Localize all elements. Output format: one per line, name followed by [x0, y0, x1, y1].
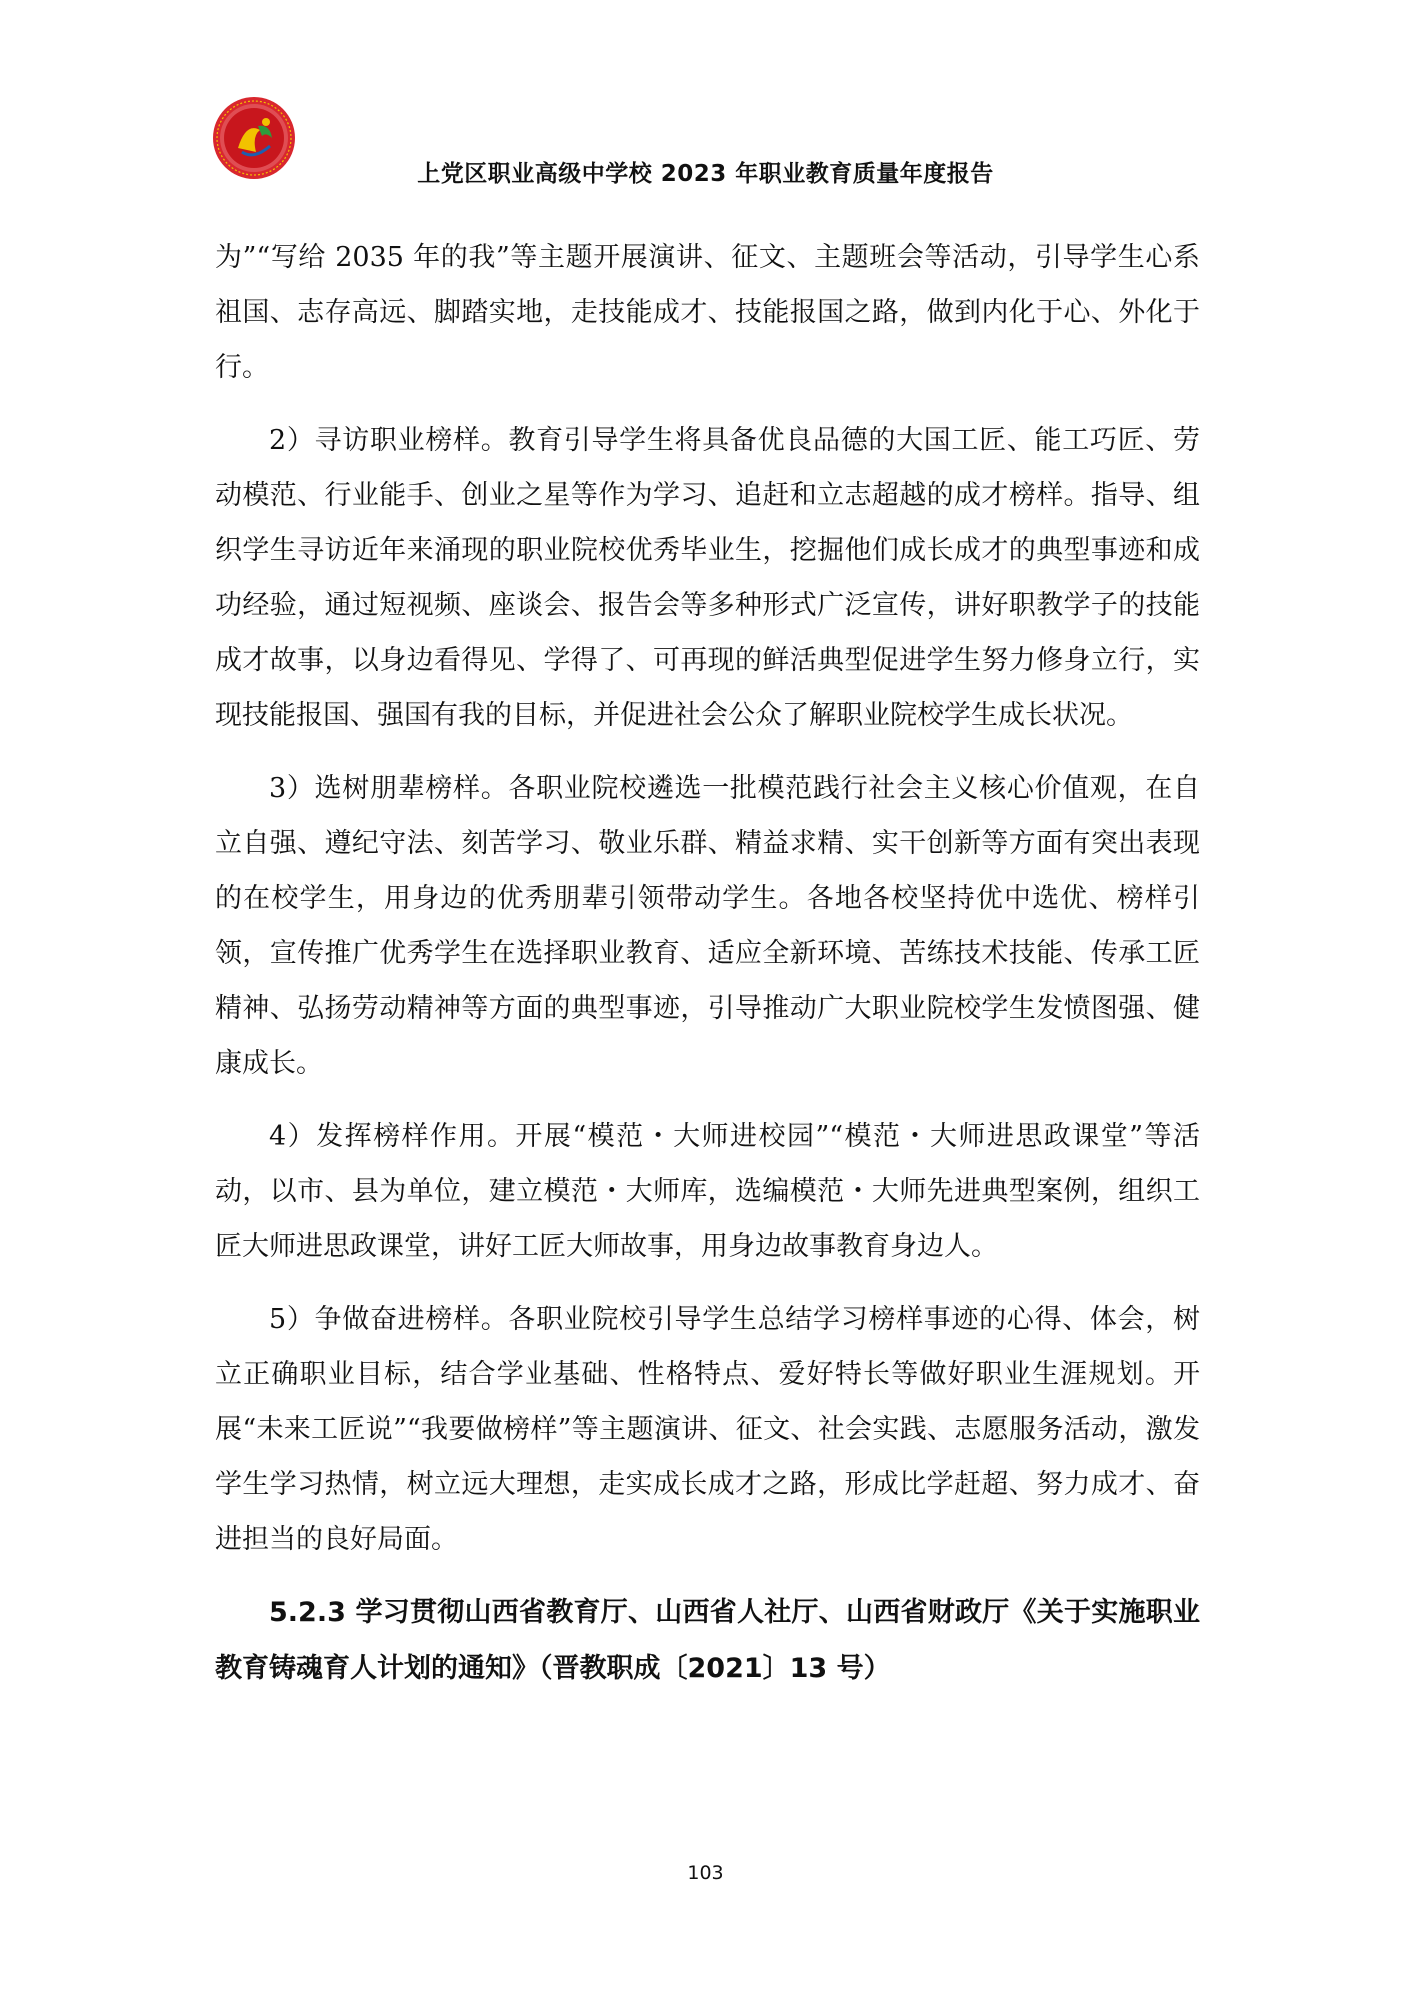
section-heading-5-2-3: 5.2.3 学习贯彻山西省教育厅、山西省人社厅、山西省财政厅《关于实施职业教育铸魂育人计划的通知》（晋教职成〔2021〕13 号）: [215, 1597, 1200, 1684]
paragraph-item-5: 5）争做奋进榜样。各职业院校引导学生总结学习榜样事迹的心得、体会，树立正确职业目标，结合学业基础、性格特点、爱好特长等做好职业生涯规划。开展“未来工匠说”“我要做榜样”等主题演讲、征文、社会实践、志愿服务活动，激发学生学习热情，树立远大理想，走实成长成才之路，形成比学赶超、努力成才、奋进担当的良好局面。: [215, 1304, 1200, 1555]
page-number: 103: [687, 1862, 724, 1884]
report-header-title: 上党区职业高级中学校 2023 年职业教育质量年度报告: [417, 161, 994, 187]
paragraph-item-4: 4）发挥榜样作用。开展“模范・大师进校园”“模范・大师进思政课堂”等活动，以市、县为单位，建立模范・大师库，选编模范・大师先进典型案例，组织工匠大师进思政课堂，讲好工匠大师故事，用身边故事教育身边人。: [215, 1121, 1200, 1262]
paragraph-continuation: 为”“写给 2035 年的我”等主题开展演讲、征文、主题班会等活动，引导学生心系祖国、志存高远、脚踏实地，走技能成才、技能报国之路，做到内化于心、外化于行。: [215, 242, 1200, 383]
paragraph-item-2: 2）寻访职业榜样。教育引导学生将具备优良品德的大国工匠、能工巧匠、劳动模范、行业能手、创业之星等作为学习、追赶和立志超越的成才榜样。指导、组织学生寻访近年来涌现的职业院校优秀毕业生，挖掘他们成长成才的典型事迹和成功经验，通过短视频、座谈会、报告会等多种形式广泛宣传，讲好职教学子的技能成才故事，以身边看得见、学得了、可再现的鲜活典型促进学生努力修身立行，实现技能报国、强国有我的目标，并促进社会公众了解职业院校学生成长状况。: [215, 425, 1200, 731]
paragraph-item-3: 3）选树朋辈榜样。各职业院校遴选一批模范践行社会主义核心价值观，在自立自强、遵纪守法、刻苦学习、敬业乐群、精益求精、实干创新等方面有突出表现的在校学生，用身边的优秀朋辈引领带动学生。各地各校坚持优中选优、榜样引领，宣传推广优秀学生在选择职业教育、适应全新环境、苦练技术技能、传承工匠精神、弘扬劳动精神等方面的典型事迹，引导推动广大职业院校学生发愤图强、健康成长。: [215, 773, 1200, 1079]
document-body: [215, 230, 1200, 1697]
